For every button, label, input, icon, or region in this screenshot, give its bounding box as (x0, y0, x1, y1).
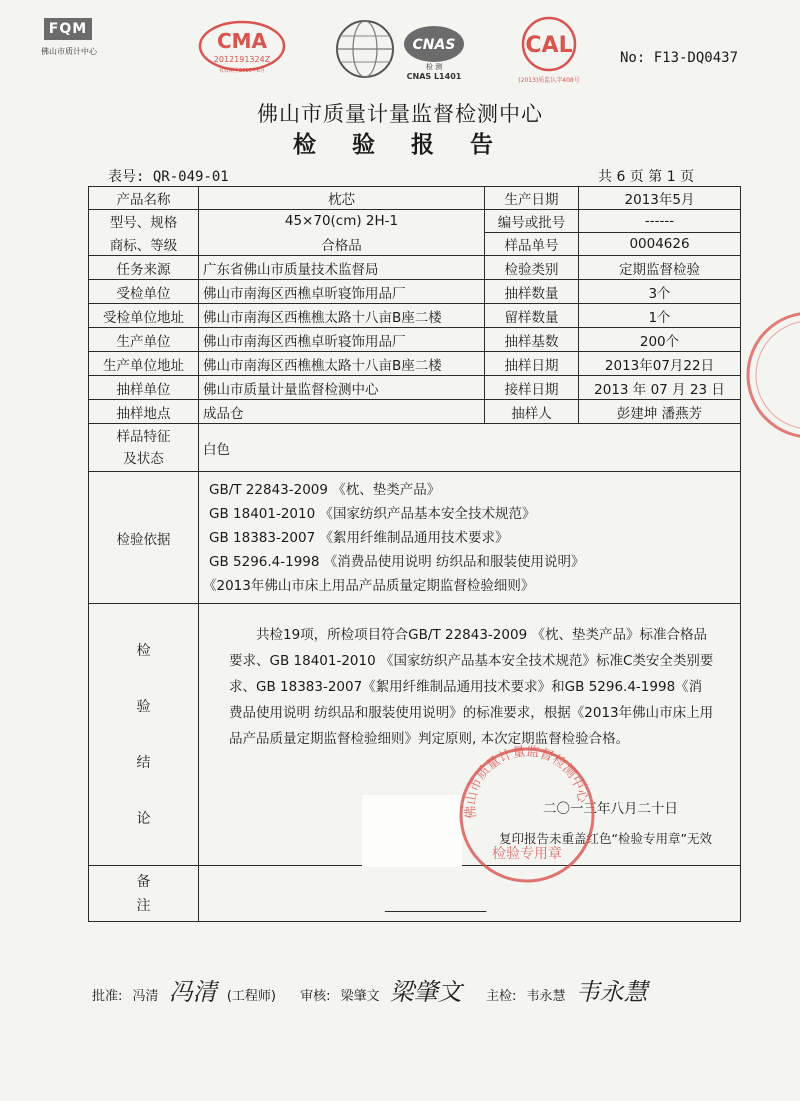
grade-value: 合格品 (199, 233, 485, 256)
cnas-mark: CNAS (412, 37, 456, 53)
basis-label: 检验依据 (89, 472, 199, 604)
cal-caption: (2013)质监认字408号 (518, 77, 580, 84)
grade-label: 商标、等级 (89, 233, 199, 256)
stamp-ring-text: 佛山市质量计量监督检测中心 (463, 744, 590, 820)
sampler-unit-value: 佛山市质量计量监督检测中心 (199, 376, 485, 400)
retain-value: 1个 (579, 304, 741, 328)
cal-mark: CAL (525, 33, 573, 58)
cma-logo (196, 18, 288, 76)
base-label: 抽样基数 (485, 328, 579, 352)
model-label: 型号、规格 (89, 210, 199, 233)
inspected-value: 佛山市南海区西樵卓昕寝饰用品厂 (199, 280, 485, 304)
receive-date-value: 2013 年 07 月 23 日 (579, 376, 741, 400)
sample-no-label: 样品单号 (485, 233, 579, 256)
conclusion-label-char: 验 (136, 698, 151, 715)
cma-mark: CMA (216, 29, 268, 53)
table-row (89, 210, 741, 233)
site-label: 抽样地点 (89, 400, 199, 424)
reviewer-label: 审核: (300, 989, 331, 1004)
basis-item: GB 18383-2007 《絮用纤维制品通用技术要求》 (209, 529, 509, 546)
sample-no-value: 0004626 (579, 233, 741, 256)
remarks-label-char: 备 (136, 873, 151, 890)
producer-value: 佛山市南海区西樵卓昕寝饰用品厂 (199, 328, 485, 352)
feature-label-line1: 样品特征 (116, 428, 171, 445)
table-row (89, 424, 741, 472)
reviewer-name: 梁肇文 (340, 989, 380, 1004)
prod-date-label: 生产日期 (485, 187, 579, 210)
lead-label: 主检: (485, 989, 517, 1004)
qty-label: 抽样数量 (485, 280, 579, 304)
approver-label: 批准: (92, 989, 123, 1004)
batch-value: ------ (579, 210, 741, 233)
inspection-stamp (452, 740, 602, 890)
remarks-line: _______________ (385, 897, 487, 913)
table-row (89, 280, 741, 304)
inspected-addr-value: 佛山市南海区西樵樵太路十八亩B座二楼 (199, 304, 485, 328)
qty-value: 3个 (579, 280, 741, 304)
task-label: 任务来源 (89, 256, 199, 280)
approver-signature: 冯清 (168, 978, 217, 1006)
producer-addr-label: 生产单位地址 (89, 352, 199, 376)
cal-logo (514, 16, 584, 88)
fqm-logo: FQM (44, 18, 92, 40)
sample-date-label: 抽样日期 (485, 352, 579, 376)
table-row (89, 187, 741, 210)
form-number: 表号: QR-049-01 (108, 169, 229, 185)
basis-value (199, 472, 741, 604)
sampler-label: 抽样人 (485, 400, 579, 424)
sample-date-value: 2013年07月22日 (579, 352, 741, 376)
site-value: 成品仓 (199, 400, 485, 424)
basis-item: GB 18401-2010 《国家纺织产品基本安全技术规范》 (209, 505, 536, 522)
conclusion-label (89, 604, 199, 866)
remarks-label (89, 866, 199, 922)
feature-label-line2: 及状态 (123, 450, 164, 467)
insp-type-value: 定期监督检验 (579, 256, 741, 280)
fqm-caption: 佛山市质计中心 (41, 47, 97, 56)
basis-item: 《2013年佛山市床上用品产品质量定期监督检验细则》 (203, 577, 535, 594)
receive-date-label: 接样日期 (485, 376, 579, 400)
sampler-value: 彭建坤 潘燕芳 (579, 400, 741, 424)
product-name-value: 枕芯 (199, 187, 485, 210)
table-row (89, 866, 741, 922)
table-row (89, 472, 741, 604)
conclusion-note: 复印报告未重盖红色“检验专用章”无效 (499, 831, 712, 846)
cnas-sub: 检 测 (425, 63, 443, 71)
cma-code: 2012191324Z (213, 55, 271, 64)
base-value: 200个 (579, 328, 741, 352)
task-value: 广东省佛山市质量技术监督局 (199, 256, 485, 280)
basis-item: GB/T 22843-2009 《枕、垫类产品》 (209, 481, 441, 498)
conclusion-label-char: 结 (136, 754, 151, 771)
remarks-label-char: 注 (136, 897, 151, 914)
report-number: No: F13-DQ0437 (620, 50, 739, 66)
insp-type-label: 检验类别 (485, 256, 579, 280)
edge-stamp (740, 300, 800, 450)
approver-name: 冯清 (132, 989, 159, 1004)
table-row (89, 352, 741, 376)
table-row (89, 400, 741, 424)
feature-value: 白色 (199, 424, 741, 472)
cnas-logo (400, 20, 472, 82)
stamp-text: 检验专用章 (492, 846, 562, 862)
product-name-label: 产品名称 (89, 187, 199, 210)
producer-addr-value: 佛山市南海区西樵樵太路十八亩B座二楼 (199, 352, 485, 376)
conclusion-text: 共检19项，所检项目符合GB/T 22843-2009 《枕、垫类产品》标准合格品要求、GB 18401-2010 《国家纺织产品基本安全技术规范》标准C类安全类别要求、GB 18383-2007《絮用纤维制品通用技术要求》和GB 5296.4-1998《消费品使用说明 纺织品和服装使用说明》的标准要求，根据《2013年佛山市床上用品产品质量定期监督检验细则》判定原则, 本次定期监督检验合格。 (229, 627, 714, 747)
table-row (89, 328, 741, 352)
ilac-mra-logo (334, 18, 396, 80)
prod-date-value: 2013年5月 (579, 187, 741, 210)
table-row (89, 376, 741, 400)
conclusion-label-char: 论 (136, 810, 151, 827)
model-value: 45×70(cm) 2H-1 (199, 210, 485, 233)
inspected-label: 受检单位 (89, 280, 199, 304)
table-row (89, 256, 741, 280)
conclusion-label-char: 检 (136, 642, 151, 659)
approver-title: (工程师) (226, 989, 276, 1004)
table-row (89, 233, 741, 256)
sampler-unit-label: 抽样单位 (89, 376, 199, 400)
lead-signature: 韦永慧 (575, 978, 648, 1006)
batch-label: 编号或批号 (485, 210, 579, 233)
inspected-addr-label: 受检单位地址 (89, 304, 199, 328)
cma-caption: 有效期至2015年6月 (219, 68, 265, 74)
page-info: 共 6 页 第 1 页 (598, 169, 695, 185)
doc-title: 检 验 报 告 (292, 132, 508, 158)
signature-footer (92, 972, 654, 1007)
feature-label (89, 424, 199, 472)
conclusion-date: 二〇一三年八月二十日 (543, 801, 678, 817)
cnas-code: CNAS L1401 (406, 72, 462, 81)
blank-patch (362, 795, 462, 867)
producer-label: 生产单位 (89, 328, 199, 352)
basis-item: GB 5296.4-1998 《消费品使用说明 纺织品和服装使用说明》 (209, 553, 585, 570)
table-row (89, 304, 741, 328)
org-title: 佛山市质量计量监督检测中心 (257, 102, 543, 126)
retain-label: 留样数量 (485, 304, 579, 328)
reviewer-signature: 梁肇文 (389, 978, 462, 1006)
lead-name: 韦永慧 (526, 989, 566, 1004)
